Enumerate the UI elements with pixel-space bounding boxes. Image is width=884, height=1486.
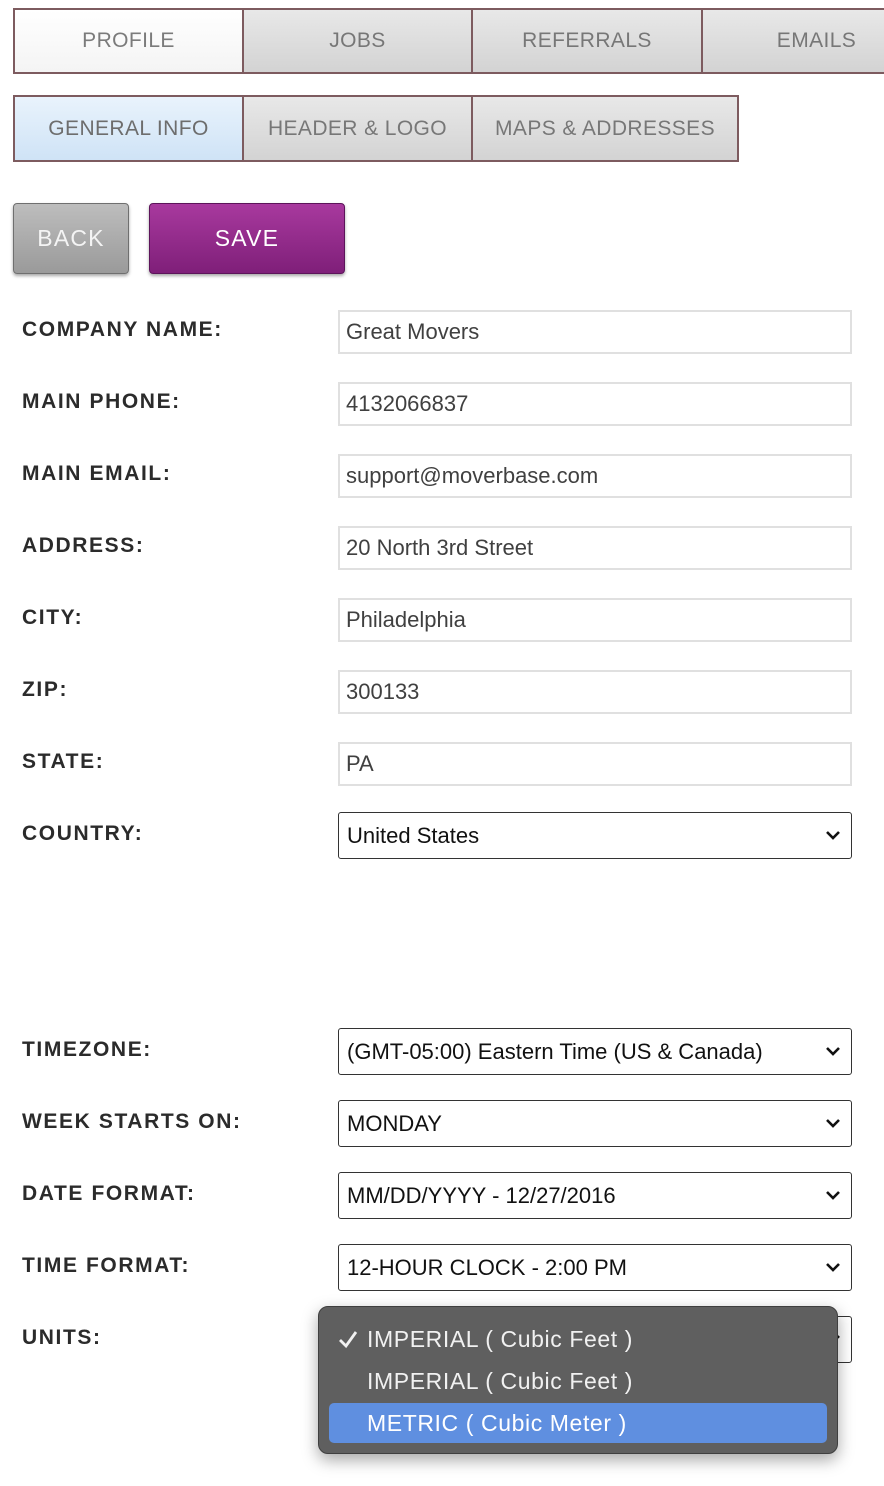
tab-header-logo[interactable]: HEADER & LOGO	[242, 95, 473, 162]
chevron-down-icon	[823, 1041, 843, 1061]
time-format-select[interactable]	[338, 1244, 852, 1291]
week-starts-on-select[interactable]	[338, 1100, 852, 1147]
state-input[interactable]	[338, 742, 852, 786]
timezone-select[interactable]	[338, 1028, 852, 1075]
units-dropdown-menu	[318, 1306, 838, 1454]
company-name-label: COMPANY NAME:	[22, 318, 223, 341]
main-phone-label: MAIN PHONE:	[22, 390, 181, 413]
chevron-down-icon	[823, 825, 843, 845]
tab-jobs[interactable]: JOBS	[242, 8, 473, 74]
units-label: UNITS:	[22, 1326, 102, 1349]
tab-referrals[interactable]: REFERRALS	[471, 8, 703, 74]
timezone-label: TIMEZONE:	[22, 1038, 152, 1061]
week-starts-on-label: WEEK STARTS ON:	[22, 1110, 242, 1133]
tab-profile[interactable]: PROFILE	[13, 8, 244, 74]
zip-input[interactable]	[338, 670, 852, 714]
units-option-imperial-checked[interactable]	[329, 1319, 827, 1359]
week-starts-on-select-value: MONDAY	[347, 1110, 442, 1136]
date-format-select-value: MM/DD/YYYY - 12/27/2016	[347, 1182, 616, 1208]
city-input[interactable]	[338, 598, 852, 642]
country-select[interactable]	[338, 812, 852, 859]
main-email-label: MAIN EMAIL:	[22, 462, 172, 485]
zip-label: ZIP:	[22, 678, 69, 701]
units-option-label: METRIC ( Cubic Meter )	[367, 1409, 627, 1436]
date-format-select[interactable]	[338, 1172, 852, 1219]
checkmark-icon	[337, 1328, 359, 1350]
units-option-metric[interactable]	[329, 1403, 827, 1443]
save-button[interactable]: SAVE	[149, 203, 345, 274]
units-option-label: IMPERIAL ( Cubic Feet )	[367, 1325, 634, 1352]
country-select-value: United States	[347, 822, 480, 848]
chevron-down-icon	[823, 1185, 843, 1205]
time-format-label: TIME FORMAT:	[22, 1254, 191, 1277]
timezone-select-value: (GMT-05:00) Eastern Time (US & Canada)	[347, 1038, 763, 1064]
back-button[interactable]: BACK	[13, 203, 129, 274]
city-label: CITY:	[22, 606, 84, 629]
main-phone-input[interactable]	[338, 382, 852, 426]
main-email-input[interactable]	[338, 454, 852, 498]
company-name-input[interactable]	[338, 310, 852, 354]
state-label: STATE:	[22, 750, 105, 773]
units-option-label: IMPERIAL ( Cubic Feet )	[367, 1367, 634, 1394]
date-format-label: DATE FORMAT:	[22, 1182, 196, 1205]
address-label: ADDRESS:	[22, 534, 145, 557]
tab-emails[interactable]: EMAILS	[701, 8, 884, 74]
time-format-select-value: 12-HOUR CLOCK - 2:00 PM	[347, 1254, 627, 1280]
address-input[interactable]	[338, 526, 852, 570]
units-option-imperial[interactable]	[329, 1361, 827, 1401]
country-label: COUNTRY:	[22, 822, 144, 845]
tab-maps-addresses[interactable]: MAPS & ADDRESSES	[471, 95, 739, 162]
tab-general-info[interactable]: GENERAL INFO	[13, 95, 244, 162]
chevron-down-icon	[823, 1113, 843, 1133]
chevron-down-icon	[823, 1257, 843, 1277]
